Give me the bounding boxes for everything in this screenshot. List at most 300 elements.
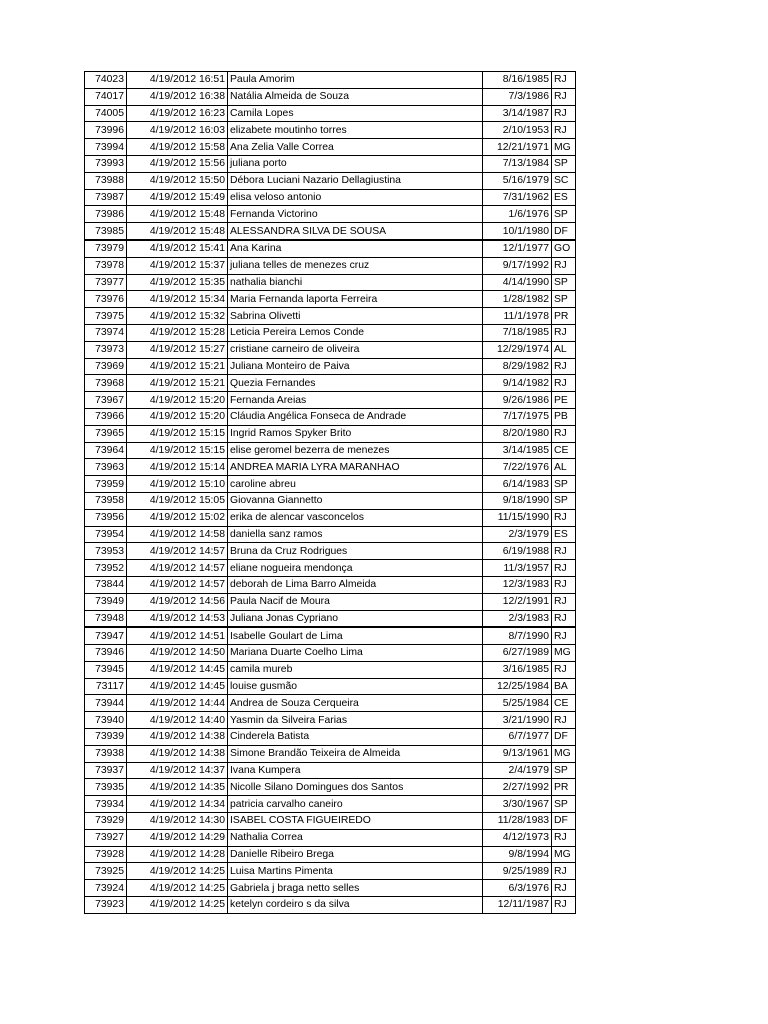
- birthdate-cell[interactable]: 9/26/1986: [483, 392, 552, 409]
- record-id-cell[interactable]: 73986: [85, 206, 127, 223]
- birthdate-cell[interactable]: 6/19/1988: [483, 543, 552, 560]
- record-id-cell[interactable]: 73975: [85, 308, 127, 325]
- state-cell[interactable]: PR: [552, 779, 576, 796]
- table-row: [85, 425, 576, 442]
- table-row: [85, 88, 576, 105]
- birthdate-cell[interactable]: 1/28/1982: [483, 291, 552, 308]
- name-cell[interactable]: ANDREA MARIA LYRA MARANHAO: [228, 459, 483, 476]
- table-row: [85, 155, 576, 172]
- name-cell[interactable]: louise gusmão: [228, 678, 483, 695]
- name-cell[interactable]: Nathalia Correa: [228, 829, 483, 846]
- state-cell[interactable]: RJ: [552, 863, 576, 880]
- state-cell[interactable]: MG: [552, 645, 576, 662]
- birthdate-cell[interactable]: 3/30/1967: [483, 796, 552, 813]
- state-cell[interactable]: ES: [552, 189, 576, 206]
- name-cell[interactable]: Andrea de Souza Cerqueira: [228, 695, 483, 712]
- name-cell[interactable]: juliana telles de menezes cruz: [228, 257, 483, 274]
- timestamp-cell[interactable]: 4/19/2012 14:38: [127, 745, 228, 762]
- birthdate-cell[interactable]: 9/14/1982: [483, 375, 552, 392]
- birthdate-cell[interactable]: 3/14/1985: [483, 442, 552, 459]
- name-cell[interactable]: Giovanna Giannetto: [228, 492, 483, 509]
- name-cell[interactable]: Paula Amorim: [228, 72, 483, 89]
- timestamp-cell[interactable]: 4/19/2012 15:05: [127, 492, 228, 509]
- record-id-cell[interactable]: 73978: [85, 257, 127, 274]
- record-id-cell[interactable]: 73964: [85, 442, 127, 459]
- birthdate-cell[interactable]: 7/17/1975: [483, 408, 552, 425]
- record-id-cell[interactable]: 73993: [85, 155, 127, 172]
- state-cell[interactable]: ES: [552, 526, 576, 543]
- record-id-cell[interactable]: 74023: [85, 72, 127, 89]
- state-cell[interactable]: DF: [552, 729, 576, 746]
- birthdate-cell[interactable]: 2/27/1992: [483, 779, 552, 796]
- state-cell[interactable]: RJ: [552, 576, 576, 593]
- record-id-cell[interactable]: 73844: [85, 576, 127, 593]
- table-row: [85, 341, 576, 358]
- table-row: [85, 274, 576, 291]
- record-id-cell[interactable]: 73953: [85, 543, 127, 560]
- birthdate-cell[interactable]: 2/4/1979: [483, 762, 552, 779]
- state-cell[interactable]: SC: [552, 172, 576, 189]
- timestamp-cell[interactable]: 4/19/2012 16:38: [127, 88, 228, 105]
- state-cell[interactable]: RJ: [552, 324, 576, 341]
- table-row: [85, 678, 576, 695]
- birthdate-cell[interactable]: 6/27/1989: [483, 645, 552, 662]
- record-id-cell[interactable]: 73966: [85, 408, 127, 425]
- birthdate-cell[interactable]: 11/1/1978: [483, 308, 552, 325]
- state-cell[interactable]: SP: [552, 492, 576, 509]
- record-id-cell[interactable]: 73928: [85, 846, 127, 863]
- table-row: [85, 206, 576, 223]
- table-row: [85, 897, 576, 914]
- record-id-cell[interactable]: 73940: [85, 712, 127, 729]
- birthdate-cell[interactable]: 9/18/1990: [483, 492, 552, 509]
- record-id-cell[interactable]: 73937: [85, 762, 127, 779]
- record-id-cell[interactable]: 73925: [85, 863, 127, 880]
- name-cell[interactable]: nathalia bianchi: [228, 274, 483, 291]
- timestamp-cell[interactable]: 4/19/2012 15:15: [127, 425, 228, 442]
- table-row: [85, 863, 576, 880]
- name-cell[interactable]: Simone Brandão Teixeira de Almeida: [228, 745, 483, 762]
- birthdate-cell[interactable]: 12/3/1983: [483, 576, 552, 593]
- birthdate-cell[interactable]: 7/18/1985: [483, 324, 552, 341]
- table-row: [85, 627, 576, 644]
- name-cell[interactable]: Bruna da Cruz Rodrigues: [228, 543, 483, 560]
- record-id-cell[interactable]: 73923: [85, 897, 127, 914]
- state-cell[interactable]: BA: [552, 678, 576, 695]
- timestamp-cell[interactable]: 4/19/2012 14:28: [127, 846, 228, 863]
- table-row: [85, 324, 576, 341]
- state-cell[interactable]: GO: [552, 240, 576, 257]
- name-cell[interactable]: camila mureb: [228, 661, 483, 678]
- name-cell[interactable]: Juliana Monteiro de Paiva: [228, 358, 483, 375]
- timestamp-cell[interactable]: 4/19/2012 15:35: [127, 274, 228, 291]
- timestamp-cell[interactable]: 4/19/2012 15:28: [127, 324, 228, 341]
- timestamp-cell[interactable]: 4/19/2012 15:10: [127, 476, 228, 493]
- birthdate-cell[interactable]: 5/25/1984: [483, 695, 552, 712]
- table-row: [85, 762, 576, 779]
- record-id-cell[interactable]: 73987: [85, 189, 127, 206]
- name-cell[interactable]: Ana Zelia Valle Correa: [228, 139, 483, 156]
- timestamp-cell[interactable]: 4/19/2012 15:27: [127, 341, 228, 358]
- name-cell[interactable]: ALESSANDRA SILVA DE SOUSA: [228, 223, 483, 240]
- state-cell[interactable]: RJ: [552, 425, 576, 442]
- state-cell[interactable]: RJ: [552, 610, 576, 627]
- state-cell[interactable]: RJ: [552, 509, 576, 526]
- name-cell[interactable]: Fernanda Victorino: [228, 206, 483, 223]
- state-cell[interactable]: RJ: [552, 375, 576, 392]
- table-row: [85, 712, 576, 729]
- name-cell[interactable]: ketelyn cordeiro s da silva: [228, 897, 483, 914]
- state-cell[interactable]: RJ: [552, 880, 576, 897]
- timestamp-cell[interactable]: 4/19/2012 14:30: [127, 813, 228, 830]
- state-cell[interactable]: PR: [552, 308, 576, 325]
- name-cell[interactable]: Ana Karina: [228, 240, 483, 257]
- birthdate-cell[interactable]: 4/12/1973: [483, 829, 552, 846]
- state-cell[interactable]: RJ: [552, 358, 576, 375]
- state-cell[interactable]: CE: [552, 695, 576, 712]
- birthdate-cell[interactable]: 3/14/1987: [483, 105, 552, 122]
- state-cell[interactable]: MG: [552, 139, 576, 156]
- record-id-cell[interactable]: 73956: [85, 509, 127, 526]
- name-cell[interactable]: erika de alencar vasconcelos: [228, 509, 483, 526]
- timestamp-cell[interactable]: 4/19/2012 14:40: [127, 712, 228, 729]
- timestamp-cell[interactable]: 4/19/2012 15:48: [127, 223, 228, 240]
- table-row: [85, 645, 576, 662]
- table-row: [85, 408, 576, 425]
- name-cell[interactable]: Juliana Jonas Cypriano: [228, 610, 483, 627]
- state-cell[interactable]: SP: [552, 762, 576, 779]
- state-cell[interactable]: CE: [552, 442, 576, 459]
- name-cell[interactable]: elizabete moutinho torres: [228, 122, 483, 139]
- timestamp-cell[interactable]: 4/19/2012 16:03: [127, 122, 228, 139]
- table-row: [85, 492, 576, 509]
- name-cell[interactable]: Cláudia Angélica Fonseca de Andrade: [228, 408, 483, 425]
- birthdate-cell[interactable]: 3/16/1985: [483, 661, 552, 678]
- birthdate-cell[interactable]: 12/11/1987: [483, 897, 552, 914]
- timestamp-cell[interactable]: 4/19/2012 15:20: [127, 408, 228, 425]
- name-cell[interactable]: caroline abreu: [228, 476, 483, 493]
- state-cell[interactable]: DF: [552, 223, 576, 240]
- birthdate-cell[interactable]: 11/28/1983: [483, 813, 552, 830]
- state-cell[interactable]: AL: [552, 341, 576, 358]
- name-cell[interactable]: Débora Luciani Nazario Dellagiustina: [228, 172, 483, 189]
- record-id-cell[interactable]: 73965: [85, 425, 127, 442]
- timestamp-cell[interactable]: 4/19/2012 15:14: [127, 459, 228, 476]
- record-id-cell[interactable]: 73988: [85, 172, 127, 189]
- name-cell[interactable]: Nicolle Silano Domingues dos Santos: [228, 779, 483, 796]
- name-cell[interactable]: Gabriela j braga netto selles: [228, 880, 483, 897]
- timestamp-cell[interactable]: 4/19/2012 14:51: [127, 627, 228, 644]
- name-cell[interactable]: Camila Lopes: [228, 105, 483, 122]
- table-row: [85, 139, 576, 156]
- record-id-cell[interactable]: 74005: [85, 105, 127, 122]
- state-cell[interactable]: RJ: [552, 122, 576, 139]
- birthdate-cell[interactable]: 6/14/1983: [483, 476, 552, 493]
- timestamp-cell[interactable]: 4/19/2012 16:51: [127, 72, 228, 89]
- state-cell[interactable]: MG: [552, 846, 576, 863]
- timestamp-cell[interactable]: 4/19/2012 15:49: [127, 189, 228, 206]
- table-row: [85, 476, 576, 493]
- table-row: [85, 729, 576, 746]
- timestamp-cell[interactable]: 4/19/2012 15:21: [127, 358, 228, 375]
- table-row: [85, 105, 576, 122]
- table-row: [85, 610, 576, 627]
- state-cell[interactable]: SP: [552, 796, 576, 813]
- record-id-cell[interactable]: 73969: [85, 358, 127, 375]
- state-cell[interactable]: RJ: [552, 712, 576, 729]
- birthdate-cell[interactable]: 3/21/1990: [483, 712, 552, 729]
- timestamp-cell[interactable]: 4/19/2012 14:50: [127, 645, 228, 662]
- birthdate-cell[interactable]: 8/29/1982: [483, 358, 552, 375]
- table-row: [85, 661, 576, 678]
- record-id-cell[interactable]: 73979: [85, 240, 127, 257]
- birthdate-cell[interactable]: 1/6/1976: [483, 206, 552, 223]
- record-id-cell[interactable]: 73973: [85, 341, 127, 358]
- state-cell[interactable]: RJ: [552, 897, 576, 914]
- name-cell[interactable]: Isabelle Goulart de Lima: [228, 627, 483, 644]
- table-row: [85, 375, 576, 392]
- timestamp-cell[interactable]: 4/19/2012 14:29: [127, 829, 228, 846]
- birthdate-cell[interactable]: 12/1/1977: [483, 240, 552, 257]
- name-cell[interactable]: Natália Almeida de Souza: [228, 88, 483, 105]
- record-id-cell[interactable]: 73958: [85, 492, 127, 509]
- record-id-cell[interactable]: 73946: [85, 645, 127, 662]
- record-id-cell[interactable]: 73977: [85, 274, 127, 291]
- table-row: [85, 880, 576, 897]
- birthdate-cell[interactable]: 7/3/1986: [483, 88, 552, 105]
- state-cell[interactable]: RJ: [552, 593, 576, 610]
- name-cell[interactable]: Maria Fernanda laporta Ferreira: [228, 291, 483, 308]
- record-id-cell[interactable]: 73967: [85, 392, 127, 409]
- name-cell[interactable]: ISABEL COSTA FIGUEIREDO: [228, 813, 483, 830]
- record-id-cell[interactable]: 73117: [85, 678, 127, 695]
- birthdate-cell[interactable]: 2/10/1953: [483, 122, 552, 139]
- state-cell[interactable]: RJ: [552, 257, 576, 274]
- record-id-cell[interactable]: 73935: [85, 779, 127, 796]
- timestamp-cell[interactable]: 4/19/2012 15:34: [127, 291, 228, 308]
- table-row: [85, 829, 576, 846]
- state-cell[interactable]: SP: [552, 206, 576, 223]
- record-id-cell[interactable]: 73939: [85, 729, 127, 746]
- record-id-cell[interactable]: 73948: [85, 610, 127, 627]
- name-cell[interactable]: Ingrid Ramos Spyker Brito: [228, 425, 483, 442]
- name-cell[interactable]: Sabrina Olivetti: [228, 308, 483, 325]
- record-id-cell[interactable]: 73934: [85, 796, 127, 813]
- state-cell[interactable]: RJ: [552, 829, 576, 846]
- record-id-cell[interactable]: 73952: [85, 560, 127, 577]
- timestamp-cell[interactable]: 4/19/2012 14:35: [127, 779, 228, 796]
- record-id-cell[interactable]: 73927: [85, 829, 127, 846]
- timestamp-cell[interactable]: 4/19/2012 15:58: [127, 139, 228, 156]
- timestamp-cell[interactable]: 4/19/2012 15:32: [127, 308, 228, 325]
- table-row: [85, 745, 576, 762]
- state-cell[interactable]: PE: [552, 392, 576, 409]
- state-cell[interactable]: RJ: [552, 88, 576, 105]
- state-cell[interactable]: RJ: [552, 560, 576, 577]
- name-cell[interactable]: elise geromel bezerra de menezes: [228, 442, 483, 459]
- name-cell[interactable]: Danielle Ribeiro Brega: [228, 846, 483, 863]
- table-row: [85, 593, 576, 610]
- state-cell[interactable]: RJ: [552, 661, 576, 678]
- birthdate-cell[interactable]: 12/29/1974: [483, 341, 552, 358]
- state-cell[interactable]: PB: [552, 408, 576, 425]
- timestamp-cell[interactable]: 4/19/2012 14:57: [127, 543, 228, 560]
- name-cell[interactable]: Luisa Martins Pimenta: [228, 863, 483, 880]
- timestamp-cell[interactable]: 4/19/2012 16:23: [127, 105, 228, 122]
- birthdate-cell[interactable]: 8/7/1990: [483, 627, 552, 644]
- record-id-cell[interactable]: 73947: [85, 627, 127, 644]
- record-id-cell[interactable]: 73974: [85, 324, 127, 341]
- state-cell[interactable]: RJ: [552, 627, 576, 644]
- record-id-cell[interactable]: 73976: [85, 291, 127, 308]
- timestamp-cell[interactable]: 4/19/2012 15:56: [127, 155, 228, 172]
- timestamp-cell[interactable]: 4/19/2012 14:58: [127, 526, 228, 543]
- table-row: [85, 560, 576, 577]
- table-row: [85, 308, 576, 325]
- timestamp-cell[interactable]: 4/19/2012 14:45: [127, 661, 228, 678]
- spreadsheet-table: [84, 71, 576, 914]
- birthdate-cell[interactable]: 9/8/1994: [483, 846, 552, 863]
- timestamp-cell[interactable]: 4/19/2012 14:34: [127, 796, 228, 813]
- timestamp-cell[interactable]: 4/19/2012 14:25: [127, 897, 228, 914]
- birthdate-cell[interactable]: 10/1/1980: [483, 223, 552, 240]
- record-id-cell[interactable]: 73963: [85, 459, 127, 476]
- table-row: [85, 72, 576, 89]
- table-row: [85, 392, 576, 409]
- table-row: [85, 543, 576, 560]
- record-id-cell[interactable]: 73924: [85, 880, 127, 897]
- record-id-cell[interactable]: 73938: [85, 745, 127, 762]
- birthdate-cell[interactable]: 4/14/1990: [483, 274, 552, 291]
- timestamp-cell[interactable]: 4/19/2012 14:25: [127, 863, 228, 880]
- name-cell[interactable]: Yasmin da Silveira Farias: [228, 712, 483, 729]
- table-row: [85, 509, 576, 526]
- name-cell[interactable]: Leticia Pereira Lemos Conde: [228, 324, 483, 341]
- birthdate-cell[interactable]: 9/25/1989: [483, 863, 552, 880]
- birthdate-cell[interactable]: 7/13/1984: [483, 155, 552, 172]
- table-row: [85, 240, 576, 257]
- birthdate-cell[interactable]: 12/2/1991: [483, 593, 552, 610]
- birthdate-cell[interactable]: 11/15/1990: [483, 509, 552, 526]
- birthdate-cell[interactable]: 9/13/1961: [483, 745, 552, 762]
- birthdate-cell[interactable]: 9/17/1992: [483, 257, 552, 274]
- name-cell[interactable]: Cinderela Batista: [228, 729, 483, 746]
- timestamp-cell[interactable]: 4/19/2012 14:57: [127, 560, 228, 577]
- table-row: [85, 358, 576, 375]
- record-id-cell[interactable]: 73968: [85, 375, 127, 392]
- table-row: [85, 257, 576, 274]
- record-id-cell[interactable]: 73954: [85, 526, 127, 543]
- timestamp-cell[interactable]: 4/19/2012 15:21: [127, 375, 228, 392]
- birthdate-cell[interactable]: 2/3/1979: [483, 526, 552, 543]
- birthdate-cell[interactable]: 11/3/1957: [483, 560, 552, 577]
- table-row: [85, 695, 576, 712]
- table-row: [85, 779, 576, 796]
- name-cell[interactable]: daniella sanz ramos: [228, 526, 483, 543]
- timestamp-cell[interactable]: 4/19/2012 14:56: [127, 593, 228, 610]
- table-row: [85, 189, 576, 206]
- birthdate-cell[interactable]: 8/20/1980: [483, 425, 552, 442]
- spreadsheet-body: [85, 72, 576, 914]
- name-cell[interactable]: juliana porto: [228, 155, 483, 172]
- birthdate-cell[interactable]: 7/22/1976: [483, 459, 552, 476]
- timestamp-cell[interactable]: 4/19/2012 15:37: [127, 257, 228, 274]
- name-cell[interactable]: Paula Nacif de Moura: [228, 593, 483, 610]
- birthdate-cell[interactable]: 7/31/1962: [483, 189, 552, 206]
- state-cell[interactable]: SP: [552, 274, 576, 291]
- record-id-cell[interactable]: 73985: [85, 223, 127, 240]
- state-cell[interactable]: AL: [552, 459, 576, 476]
- timestamp-cell[interactable]: 4/19/2012 14:53: [127, 610, 228, 627]
- state-cell[interactable]: RJ: [552, 543, 576, 560]
- record-id-cell[interactable]: 73959: [85, 476, 127, 493]
- name-cell[interactable]: cristiane carneiro de oliveira: [228, 341, 483, 358]
- table-row: [85, 526, 576, 543]
- name-cell[interactable]: Fernanda Areias: [228, 392, 483, 409]
- record-id-cell[interactable]: 73929: [85, 813, 127, 830]
- table-row: [85, 122, 576, 139]
- timestamp-cell[interactable]: 4/19/2012 15:20: [127, 392, 228, 409]
- birthdate-cell[interactable]: 6/7/1977: [483, 729, 552, 746]
- state-cell[interactable]: SP: [552, 291, 576, 308]
- table-row: [85, 172, 576, 189]
- birthdate-cell[interactable]: 8/16/1985: [483, 72, 552, 89]
- state-cell[interactable]: SP: [552, 476, 576, 493]
- birthdate-cell[interactable]: 2/3/1983: [483, 610, 552, 627]
- birthdate-cell[interactable]: 5/16/1979: [483, 172, 552, 189]
- birthdate-cell[interactable]: 12/25/1984: [483, 678, 552, 695]
- timestamp-cell[interactable]: 4/19/2012 14:44: [127, 695, 228, 712]
- name-cell[interactable]: Quezia Fernandes: [228, 375, 483, 392]
- timestamp-cell[interactable]: 4/19/2012 15:41: [127, 240, 228, 257]
- timestamp-cell[interactable]: 4/19/2012 15:48: [127, 206, 228, 223]
- table-row: [85, 796, 576, 813]
- timestamp-cell[interactable]: 4/19/2012 14:57: [127, 576, 228, 593]
- table-row: [85, 576, 576, 593]
- name-cell[interactable]: eliane nogueira mendonça: [228, 560, 483, 577]
- timestamp-cell[interactable]: 4/19/2012 15:50: [127, 172, 228, 189]
- table-row: [85, 291, 576, 308]
- timestamp-cell[interactable]: 4/19/2012 14:37: [127, 762, 228, 779]
- record-id-cell[interactable]: 74017: [85, 88, 127, 105]
- state-cell[interactable]: RJ: [552, 72, 576, 89]
- record-id-cell[interactable]: 73945: [85, 661, 127, 678]
- timestamp-cell[interactable]: 4/19/2012 14:45: [127, 678, 228, 695]
- table-row: [85, 846, 576, 863]
- state-cell[interactable]: SP: [552, 155, 576, 172]
- timestamp-cell[interactable]: 4/19/2012 14:38: [127, 729, 228, 746]
- state-cell[interactable]: RJ: [552, 105, 576, 122]
- state-cell[interactable]: DF: [552, 813, 576, 830]
- state-cell[interactable]: MG: [552, 745, 576, 762]
- name-cell[interactable]: patricia carvalho caneiro: [228, 796, 483, 813]
- timestamp-cell[interactable]: 4/19/2012 14:25: [127, 880, 228, 897]
- record-id-cell[interactable]: 73994: [85, 139, 127, 156]
- birthdate-cell[interactable]: 6/3/1976: [483, 880, 552, 897]
- name-cell[interactable]: elisa veloso antonio: [228, 189, 483, 206]
- record-id-cell[interactable]: 73996: [85, 122, 127, 139]
- record-id-cell[interactable]: 73944: [85, 695, 127, 712]
- name-cell[interactable]: Mariana Duarte Coelho Lima: [228, 645, 483, 662]
- name-cell[interactable]: Ivana Kumpera: [228, 762, 483, 779]
- table-row: [85, 442, 576, 459]
- name-cell[interactable]: deborah de Lima Barro Almeida: [228, 576, 483, 593]
- table-row: [85, 223, 576, 240]
- record-id-cell[interactable]: 73949: [85, 593, 127, 610]
- birthdate-cell[interactable]: 12/21/1971: [483, 139, 552, 156]
- timestamp-cell[interactable]: 4/19/2012 15:02: [127, 509, 228, 526]
- timestamp-cell[interactable]: 4/19/2012 15:15: [127, 442, 228, 459]
